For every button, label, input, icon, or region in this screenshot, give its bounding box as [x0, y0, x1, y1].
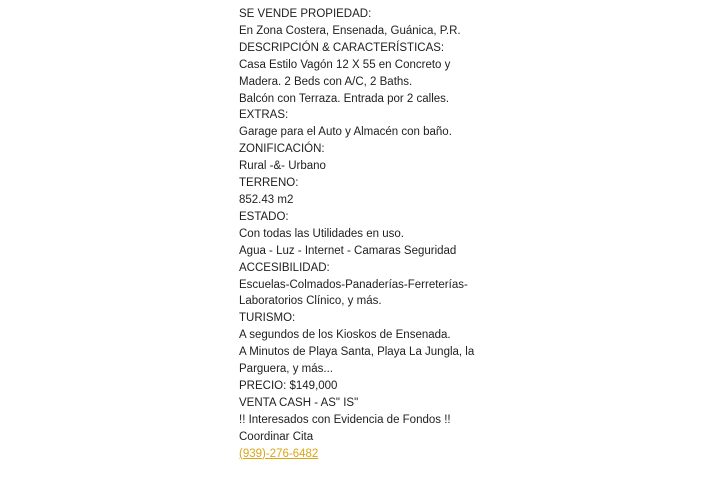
heading-land: TERRENO: [239, 177, 299, 190]
heading-zoning: ZONIFICACIÓN: [239, 143, 325, 156]
description-line-3: Balcón con Terraza. Entrada por 2 calles. [239, 92, 450, 105]
heading-tourism: TURISMO: [239, 312, 296, 325]
appointment-line: Coordinar Cita [239, 430, 314, 443]
property-listing-text [239, 6, 489, 462]
extras-line: Garage para el Auto y Almacén con baño. [239, 126, 452, 139]
description-line-2: Madera. 2 Beds con A/C, 2 Baths. [239, 75, 413, 88]
heading-for-sale: SE VENDE PROPIEDAD: [239, 8, 372, 20]
tourism-line-1: A segundos de los Kioskos de Ensenada. [239, 329, 451, 342]
heading-status: ESTADO: [239, 210, 289, 223]
accessibility-line-1: Escuelas-Colmados-Panaderías-Ferreterías- [239, 278, 468, 291]
heading-accessibility: ACCESIBILIDAD: [239, 261, 330, 274]
sale-terms-line: VENTA CASH - AS" IS" [239, 396, 359, 409]
status-line-1: Con todas las Utilidades en uso. [239, 227, 404, 240]
funds-notice-line: !! Interesados con Evidencia de Fondos !! [239, 413, 451, 426]
tourism-line-3: Parguera, y más... [239, 363, 333, 376]
heading-extras: EXTRAS: [239, 109, 289, 122]
status-line-2: Agua - Luz - Internet - Camaras Seguridad [239, 244, 457, 257]
phone-link[interactable]: (939)-276-6482 [239, 447, 319, 460]
tourism-line-2: A Minutos de Playa Santa, Playa La Jungla, la [239, 346, 475, 359]
heading-description: DESCRIPCIÓN & CARACTERÍSTICAS: [239, 41, 445, 54]
location-line: En Zona Costera, Ensenada, Guánica, P.R. [239, 24, 461, 37]
accessibility-line-2: Laboratorios Clínico, y más. [239, 295, 382, 308]
description-line-1: Casa Estilo Vagón 12 X 55 en Concreto y [239, 58, 451, 71]
zoning-line: Rural -&- Urbano [239, 160, 326, 173]
land-area-line: 852.43 m2 [239, 193, 294, 206]
price-line: PRECIO: $149,000 [239, 379, 338, 392]
